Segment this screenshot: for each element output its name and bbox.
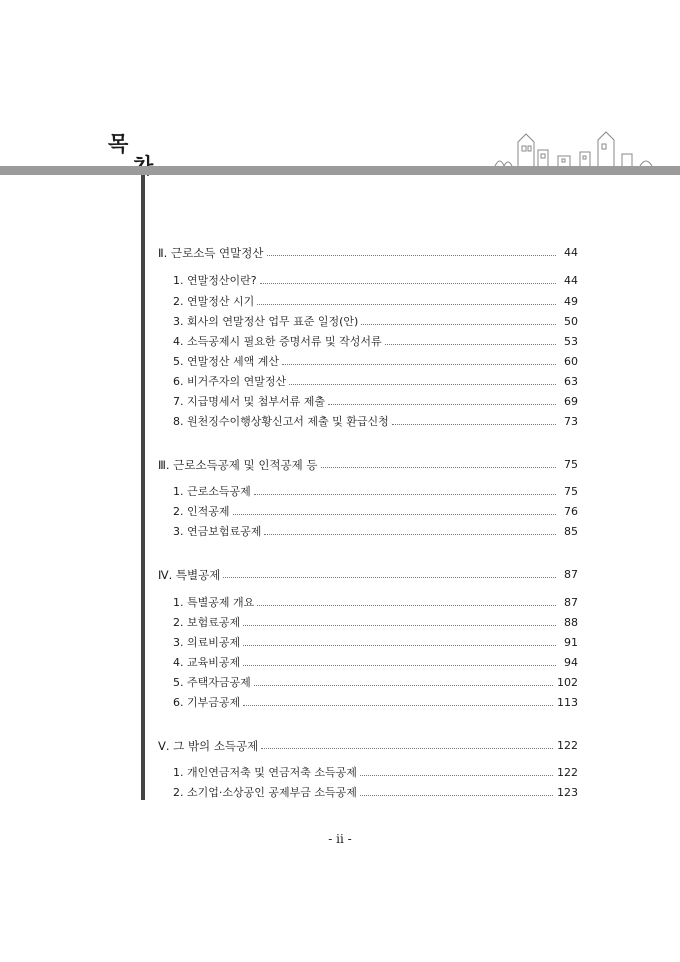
toc-entry-page: 113 [557,696,578,709]
dot-leader [267,255,557,256]
dot-leader [243,645,556,646]
toc-entry[interactable] [173,413,578,429]
dot-leader [243,665,556,666]
toc-entry[interactable] [173,654,578,670]
toc-entry-label: 1. 연말정산이란? [173,274,257,287]
dot-leader [254,685,553,686]
toc-entry-label: 4. 소득공제시 필요한 증명서류 및 작성서류 [173,335,382,348]
toc-entry-page: 53 [564,335,578,348]
dot-leader [385,344,556,345]
dot-leader [261,748,553,749]
toc-entry-label: Ⅳ. 특별공제 [158,568,221,582]
toc-title-part1: 목 [108,131,129,156]
toc-entry[interactable] [173,784,578,800]
toc-entry-page: 69 [564,395,578,408]
toc-entry-label: 2. 소기업·소상공인 공제부금 소득공제 [173,786,357,799]
toc-entry-page: 85 [564,525,578,538]
toc-entry-label: 6. 비거주자의 연말정산 [173,375,287,388]
toc-entry-page: 102 [557,676,578,689]
toc-entry-label: 8. 원천징수이행상황신고서 제출 및 환급신청 [173,415,389,428]
toc-entry[interactable] [173,614,578,630]
dot-leader [282,364,556,365]
toc-entry[interactable] [173,634,578,650]
toc-entry-page: 87 [564,568,578,581]
dot-leader [289,384,556,385]
toc-entry-page: 50 [564,315,578,328]
toc-section[interactable] [158,566,578,582]
houses-illustration-icon [490,128,660,168]
dot-leader [264,534,556,535]
toc-entry-page: 44 [564,246,578,259]
dot-leader [260,283,556,284]
toc-entry-label: 3. 회사의 연말정산 업무 표준 일정(안) [173,315,359,328]
dot-leader [392,424,556,425]
dot-leader [360,775,553,776]
toc-entry-label: 5. 연말정산 세액 계산 [173,355,279,368]
dot-leader [243,625,556,626]
toc-entry[interactable] [173,674,578,690]
toc-entry[interactable] [173,503,578,519]
toc-entry-label: 6. 기부금공제 [173,696,241,709]
toc-entry[interactable] [173,313,578,329]
dot-leader [254,494,556,495]
toc-entry-page: 94 [564,656,578,669]
toc-entry-label: 1. 특별공제 개요 [173,596,255,609]
toc-entry-page: 75 [564,485,578,498]
toc-entry-page: 122 [557,766,578,779]
toc-entry[interactable] [173,293,578,309]
toc-section[interactable] [158,244,578,260]
toc-entry-page: 88 [564,616,578,629]
toc-entry-page: 73 [564,415,578,428]
toc-entry-page: 87 [564,596,578,609]
toc-entry-label: 2. 연말정산 시기 [173,295,255,308]
toc-entry-page: 123 [557,786,578,799]
toc-entry-label: 3. 연금보험료공제 [173,525,262,538]
toc-entry[interactable] [173,694,578,710]
toc-entry[interactable] [173,272,578,288]
toc-entry-page: 44 [564,274,578,287]
toc-entry[interactable] [173,393,578,409]
dot-leader [223,577,556,578]
toc-entry-page: 91 [564,636,578,649]
toc-entry-page: 60 [564,355,578,368]
toc-entry-label: 2. 인적공제 [173,505,230,518]
toc-entry-label: 5. 주택자금공제 [173,676,251,689]
toc-entry-label: Ⅲ. 근로소득공제 및 인적공제 등 [158,458,318,472]
vertical-rule [141,175,145,800]
dot-leader [321,467,556,468]
toc-entry-page: 63 [564,375,578,388]
dot-leader [257,605,556,606]
toc-entry-page: 75 [564,458,578,471]
dot-leader [257,304,556,305]
toc-entry[interactable] [173,373,578,389]
toc-entry[interactable] [173,594,578,610]
toc-entry-page: 76 [564,505,578,518]
dot-leader [328,404,556,405]
dot-leader [233,514,557,515]
header-bar [0,166,680,175]
dot-leader [360,795,553,796]
toc-entry-label: 3. 의료비공제 [173,636,241,649]
dot-leader [361,324,556,325]
toc-section[interactable] [158,737,578,753]
toc-entry-label: 1. 개인연금저축 및 연금저축 소득공제 [173,766,357,779]
toc-entry-label: 1. 근로소득공제 [173,485,251,498]
toc-entry[interactable] [173,483,578,499]
toc-entry-label: 7. 지급명세서 및 첨부서류 제출 [173,395,325,408]
toc-entry[interactable] [173,333,578,349]
toc-entry[interactable] [173,764,578,780]
toc-entry-page: 122 [557,739,578,752]
toc-entry-label: 2. 보험료공제 [173,616,241,629]
page-number: - ii - [328,832,352,846]
toc-entry[interactable] [173,353,578,369]
toc-entry-page: 49 [564,295,578,308]
toc-entry-label: 4. 교육비공제 [173,656,241,669]
toc-entry-label: Ⅱ. 근로소득 연말정산 [158,246,264,260]
toc-entry[interactable] [173,523,578,539]
dot-leader [243,705,553,706]
toc-section[interactable] [158,456,578,472]
toc-entry-label: Ⅴ. 그 밖의 소득공제 [158,739,259,753]
